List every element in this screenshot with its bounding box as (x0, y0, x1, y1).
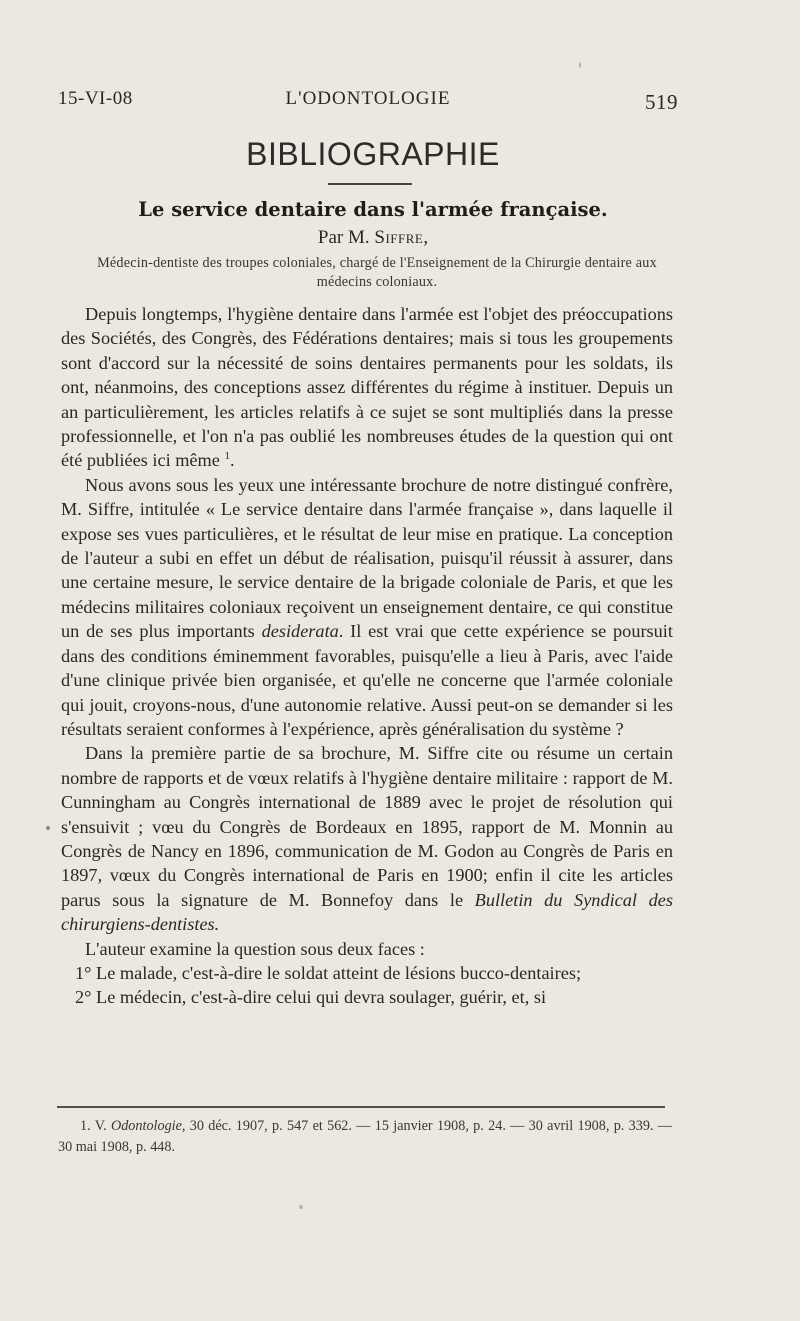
paragraph-3-text: Dans la première partie de sa brochure, M. Siffre cite ou résume un certain nombre de rapports et de vœux relatifs à l'hygiène dentaire militaire : rapport de M. Cunningham au Congrès international de 1889 avec le projet de résolution qui s'ensuivit ; vœu du Congrès de Bordeaux en 1895, rapport de M. Monnin au Congrès de Nancy en 1896, communication de M. Godon au Congrès de Paris en 1897, vœux du Congrès international de Paris en 1900; enfin il cite les articles parus sous la signature de M. Bonnefoy dans le (61, 743, 673, 910)
list-item-2: 2° Le médecin, c'est-à-dire celui qui devra soulager, guérir, et, si (75, 987, 547, 1008)
footnote-journal: Odontologie, (110, 1118, 186, 1134)
author-name: Siffre (374, 227, 424, 248)
paragraph-1-text: Depuis longtemps, l'hygiène dentaire dans l'armée est l'objet des préoccupations des Sociétés, des Congrès, des Fédérations dentaires; mais si tous les groupements sont d'accord sur la nécessité de soins dentaires permanents pour les soldats, ils ont, néanmoins, des conceptions assez différentes du régime à instituer. Depuis un an particulièrement, les articles relatifs à ce sujet se sont multipliés dans la presse professionnelle, et l'on n'a pas oublié les nombreuses études de la question qui ont été publiées ici même (61, 304, 673, 471)
footnote-reference: 1 (224, 450, 230, 463)
byline-suffix: , (423, 227, 429, 248)
article-body (61, 302, 673, 1010)
paragraph-3 (61, 741, 673, 936)
journal-name: L'ODONTOLOGIE (285, 88, 451, 109)
article-title: Le service dentaire dans l'armée française. (138, 198, 608, 221)
paragraph-1 (61, 302, 673, 473)
author-affiliation: Médecin-dentiste des troupes coloniales, chargé de l'Enseignement de la Chirurgie dentaire aux médecins coloniaux. (97, 255, 657, 290)
paragraph-4: L'auteur examine la question sous deux faces : (85, 938, 425, 959)
paragraph-3-italic: Bulletin du Syndical des chirurgiens-dentistes. (61, 889, 673, 935)
paper-speck (299, 1205, 303, 1209)
footnote-marker: 1. V. (80, 1118, 107, 1134)
paper-speck (46, 826, 50, 830)
paragraph-1-end: . (229, 450, 235, 471)
paragraph-2-italic: desiderata (261, 621, 339, 642)
paragraph-2 (61, 473, 673, 741)
list-item-1: 1° Le malade, c'est-à-dire le soldat atteint de lésions bucco-dentaires; (75, 962, 582, 983)
running-head (58, 88, 678, 112)
page-number: 519 (645, 90, 678, 114)
paragraph-2-text-a: Nous avons sous les yeux une intéressante brochure de notre distingué confrère, M. Siffre, intitulée « Le service dentaire dans l'armée française », dans laquelle il expose ses vues particulières, et le résultat de leur mise en pratique. La conception de l'auteur a subi en effet un début de réalisation, puisqu'il réussit à assurer, dans une certaine mesure, le service dentaire de la brigade coloniale de Paris, et que les médecins militaires coloniaux reçoivent un enseignement dentaire, ce qui constitue un de ses plus importants (61, 474, 673, 642)
paper-speck (579, 62, 581, 68)
paragraph-2-text-b: . Il est vrai que cette expérience se poursuit dans des conditions éminemment favorables, puisqu'elle a lieu à Paris, avec l'aide d'une clinique privée bien organisée, et qu'elle ne concerne que l'armée coloniale qui jouit, croyons-nous, d'une autonomie relative. Aussi peut-on se demander si les résultats seraient conformes à l'expérience, après généralisation du système ? (61, 621, 673, 739)
issue-date: 15-VI-08 (58, 88, 133, 109)
title-rule (328, 183, 412, 185)
byline (0, 227, 746, 249)
section-title: BIBLIOGRAPHIE (246, 136, 500, 172)
footnote (58, 1116, 672, 1158)
footnote-rule (57, 1106, 665, 1108)
byline-prefix: Par M. (317, 227, 370, 248)
footnote-text: 30 déc. 1907, p. 547 et 562. — 15 janvier 1908, p. 24. — 30 avril 1908, p. 339. — 30 mai 1908, p. 448. (58, 1118, 672, 1155)
